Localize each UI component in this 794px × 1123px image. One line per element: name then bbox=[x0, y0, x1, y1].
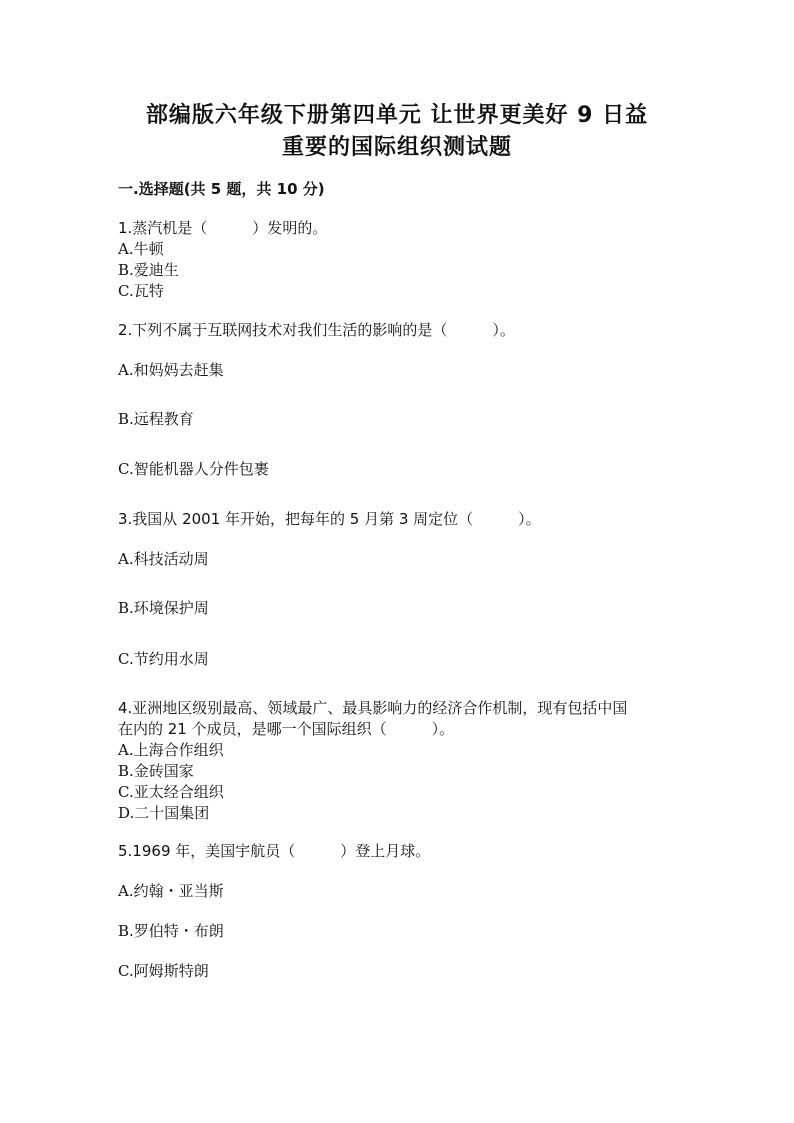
question-3-option-a: A.科技活动周 bbox=[118, 550, 209, 568]
question-1-option-a: A.牛顿 bbox=[118, 240, 164, 258]
question-4-stem-line-2: 在内的 21 个成员，是哪一个国际组织（ ）。 bbox=[118, 720, 455, 738]
question-2-option-b: B.远程教育 bbox=[118, 410, 194, 428]
question-1-stem: 1.蒸汽机是（ ）发明的。 bbox=[118, 219, 328, 237]
question-3-stem: 3.我国从 2001 年开始，把每年的 5 月第 3 周定位（ ）。 bbox=[118, 510, 541, 528]
question-3-option-b: B.环境保护周 bbox=[118, 599, 209, 617]
question-4-option-a: A.上海合作组织 bbox=[118, 741, 224, 759]
question-4-stem-line-1: 4.亚洲地区级别最高、领域最广、最具影响力的经济合作机制，现有包括中国 bbox=[118, 699, 628, 717]
question-2-stem: 2.下列不属于互联网技术对我们生活的影响的是（ ）。 bbox=[118, 321, 515, 339]
question-5-stem: 5.1969 年，美国宇航员（ ）登上月球。 bbox=[118, 842, 431, 860]
question-3-option-c: C.节约用水周 bbox=[118, 650, 209, 668]
question-1-option-b: B.爱迪生 bbox=[118, 261, 179, 279]
section-heading: 一.选择题(共 5 题，共 10 分) bbox=[118, 180, 325, 198]
question-4-option-b: B.金砖国家 bbox=[118, 762, 194, 780]
question-4-option-c: C.亚太经合组织 bbox=[118, 783, 224, 801]
question-4-option-d: D.二十国集团 bbox=[118, 804, 210, 822]
question-5-option-b: B.罗伯特・布朗 bbox=[118, 922, 224, 940]
question-2-option-c: C.智能机器人分件包裹 bbox=[118, 460, 269, 478]
question-5-option-c: C.阿姆斯特朗 bbox=[118, 962, 209, 980]
document-title-line-2: 重要的国际组织测试题 bbox=[281, 135, 512, 160]
question-2-option-a: A.和妈妈去赶集 bbox=[118, 361, 224, 379]
document-title-line-1: 部编版六年级下册第四单元 让世界更美好 9 日益 bbox=[145, 103, 649, 128]
question-5-option-a: A.约翰・亚当斯 bbox=[118, 882, 224, 900]
question-1-option-c: C.瓦特 bbox=[118, 282, 164, 300]
